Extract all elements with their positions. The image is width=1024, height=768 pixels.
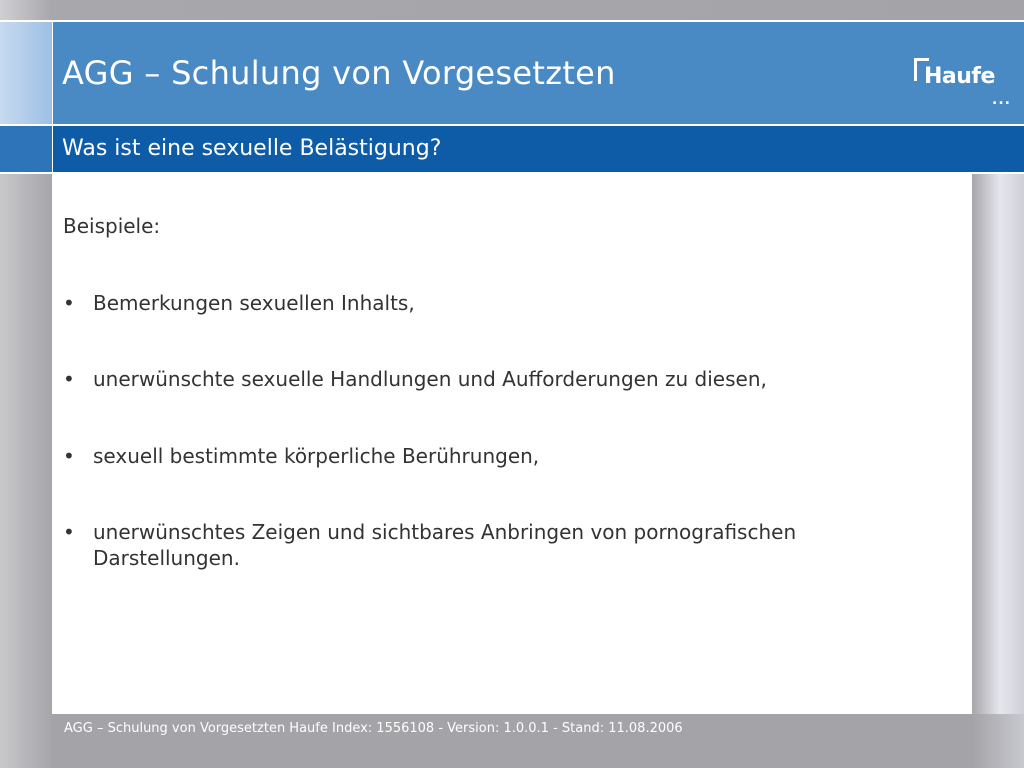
slide-subtitle: Was ist eine sexuelle Belästigung?: [62, 136, 442, 161]
header-accent-block: [0, 22, 53, 124]
list-item: [63, 290, 943, 316]
footer-text: AGG – Schulung von Vorgesetzten Haufe Index: 1556108 - Version: 1.0.0.1 - Stand: 11.08.2006: [64, 721, 683, 736]
bullet-icon: •: [63, 367, 75, 391]
subheader-accent-block: [0, 126, 53, 172]
list-item: [63, 519, 943, 571]
bullet-text: unerwünschte sexuelle Handlungen und Aufforderungen zu diesen,: [93, 367, 767, 391]
logo-dots-icon: ...: [992, 92, 1011, 108]
bullet-icon: •: [63, 291, 75, 315]
bullet-text: unerwünschtes Zeigen und sichtbares Anbringen von pornografischen Darstellungen.: [93, 520, 797, 570]
slide-footer: [52, 714, 1024, 768]
slide-title: AGG – Schulung von Vorgesetzten: [62, 54, 616, 92]
logo-text: Haufe: [924, 64, 995, 89]
list-item: [63, 443, 943, 469]
bullet-icon: •: [63, 444, 75, 468]
intro-text: Beispiele:: [63, 214, 161, 238]
slide-content: [52, 174, 972, 714]
top-strip: [0, 0, 1024, 20]
bullet-text: Bemerkungen sexuellen Inhalts,: [93, 291, 415, 315]
slide-subheader: [0, 126, 1024, 174]
list-item: [63, 366, 943, 392]
haufe-logo: [914, 58, 1014, 106]
bullet-text: sexuell bestimmte körperliche Berührungen,: [93, 444, 540, 468]
slide-header: [0, 20, 1024, 126]
bullet-icon: •: [63, 520, 75, 544]
